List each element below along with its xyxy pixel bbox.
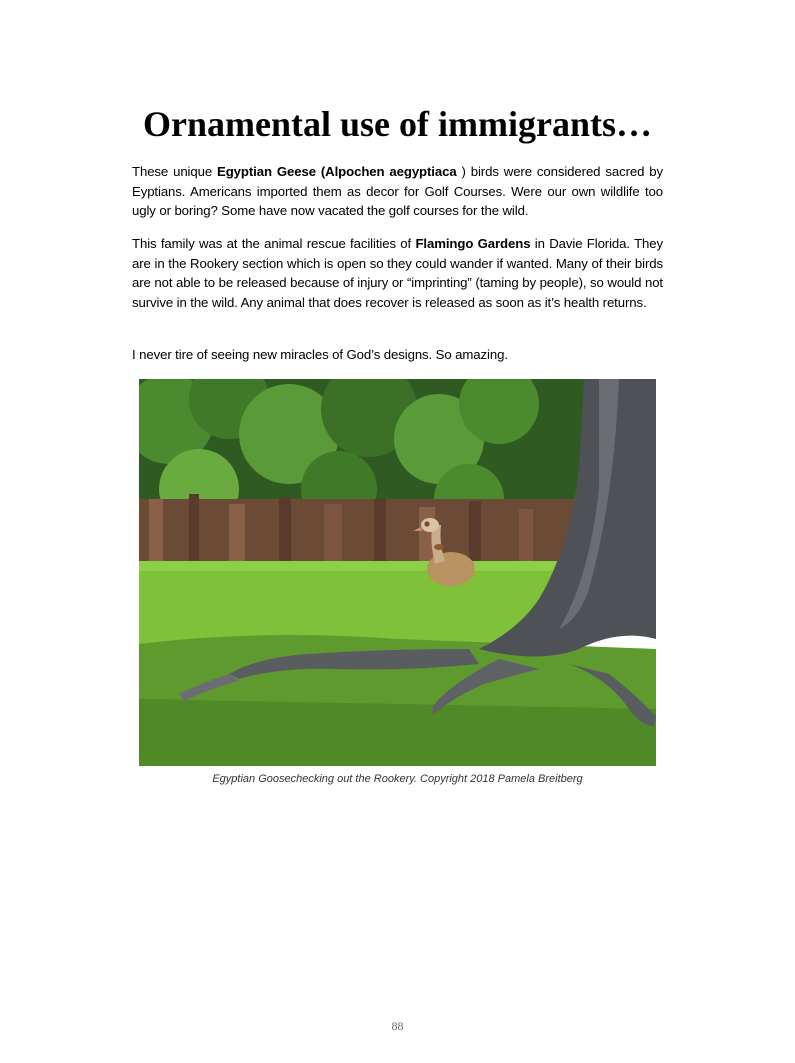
- paragraph-closing: I never tire of seeing new miracles of God’s designs. So amazing.: [132, 347, 508, 362]
- paragraph-text: This family was at the animal rescue facilities of: [132, 236, 416, 251]
- goose-photo: [139, 379, 656, 766]
- paragraph-text: in Davie Florida. They are in the Rookery section which is open so they could wander if wanted. Many of their birds are not able to be released because of injury or “imprinting” (taming by people), so would not survive in the wild. Any animal that does recover is released as soon as it’s health returns.: [132, 236, 663, 310]
- paragraph-intro: [132, 162, 663, 221]
- place-name: Flamingo Gardens: [415, 236, 531, 251]
- paragraph-text: ) birds were considered sacred by Eyptians. Americans imported them as decor for Golf Courses. Were our own wildlife too ugly or boring? Some have now vacated the golf courses for the wild.: [132, 164, 663, 219]
- photo-caption: Egyptian Goosechecking out the Rookery. Copyright 2018 Pamela Breitberg: [212, 773, 583, 785]
- species-name: Egyptian Geese (Alpochen aegyptiaca: [217, 164, 457, 179]
- paragraph-text: These unique: [132, 164, 218, 179]
- paragraph-rescue: [132, 234, 663, 312]
- page-title: Ornamental use of immigrants…: [143, 104, 652, 144]
- page-number: 88: [391, 1019, 404, 1033]
